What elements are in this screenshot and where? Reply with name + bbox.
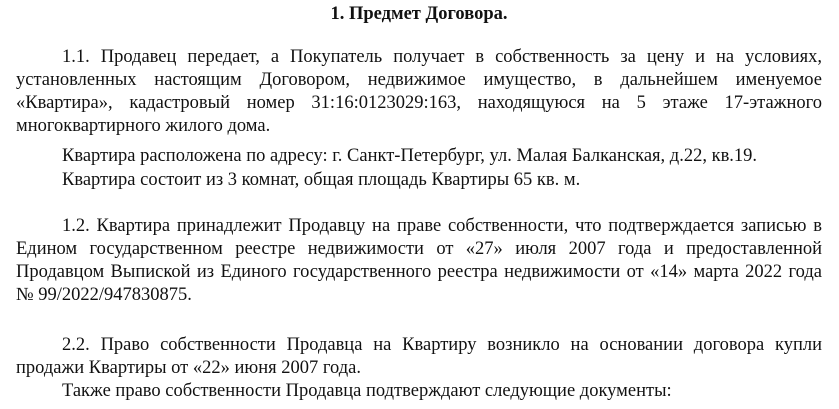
paragraph-1-1: 1.1. Продавец передает, а Покупатель получает в собственность за цену и на условиях, установленных настоящим Договором, недвижимое имущество, в дальнейшем именуемое «Квартира», кадастровый номер 31:16:0123029:163, находящуюся на 5 этаже 17-этажного многоквартирного жилого дома. xyxy=(16,47,822,136)
apartment-address-line: Квартира расположена по адресу: г. Санкт-Петербург, ул. Малая Балканская, д.22, кв.19. xyxy=(62,146,758,166)
paragraph-2-2: 2.2. Право собственности Продавца на Квартиру возникло на основании договора купли продажи Квартиры от «22» июня 2007 года. xyxy=(16,335,822,378)
section-title: 1. Предмет Договора. xyxy=(330,4,508,24)
supporting-documents-line: Также право собственности Продавца подтверждают следующие документы: xyxy=(62,381,672,401)
paragraph-1-2: 1.2. Квартира принадлежит Продавцу на праве собственности, что подтверждается записью в Едином государственном реестре недвижимости от «27» июля 2007 года и предоставленной Продавцом Выпиской из Единого государственного реестра недвижимости от «14» марта 2022 года № 99/2022/947830875. xyxy=(16,216,822,305)
apartment-rooms-line: Квартира состоит из 3 комнат, общая площадь Квартиры 65 кв. м. xyxy=(62,170,581,190)
